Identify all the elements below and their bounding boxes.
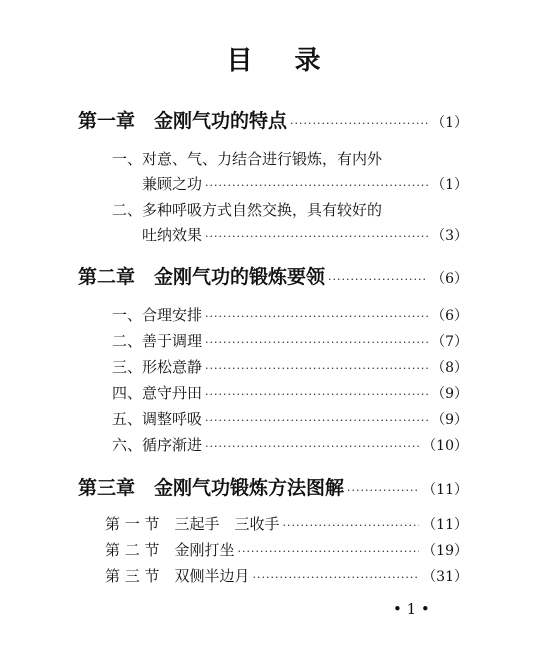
toc-section-label: 吐纳效果 xyxy=(142,226,203,244)
dot-leader xyxy=(290,117,428,130)
toc-page-number: （6） xyxy=(431,271,468,287)
title-char-1: 目 xyxy=(226,46,253,76)
toc-section-1-2[interactable] xyxy=(142,224,468,245)
toc-page-number: （1） xyxy=(431,177,468,193)
toc-section-label: 二、善于调理 xyxy=(112,332,203,350)
toc-page-number: （31） xyxy=(422,569,468,585)
dot-leader xyxy=(283,519,420,532)
toc-chapter-2[interactable] xyxy=(78,262,468,289)
toc-section-2-3[interactable] xyxy=(112,356,468,377)
toc-section-1-1[interactable] xyxy=(142,173,468,194)
toc-page-number: （11） xyxy=(422,482,468,498)
toc-page-number: （6） xyxy=(431,308,468,324)
toc-section-text: 二、多种呼吸方式自然交换，具有较好的 xyxy=(112,201,383,219)
dot-leader xyxy=(205,388,428,401)
toc-chapter-label: 第二章 金刚气功的锻炼要领 xyxy=(78,266,326,288)
toc-section-2-1[interactable] xyxy=(112,304,468,325)
toc-section-2-2[interactable] xyxy=(112,330,468,351)
toc-section-2-4[interactable] xyxy=(112,382,468,403)
dot-leader xyxy=(205,440,419,453)
dot-leader xyxy=(205,230,428,243)
dot-leader xyxy=(205,310,428,323)
title-char-2: 录 xyxy=(294,46,321,76)
toc-chapter-label: 第三章 金刚气功锻炼方法图解 xyxy=(78,477,345,499)
dot-leader xyxy=(205,414,428,427)
toc-section-label: 第 三 节 双侧半边月 xyxy=(105,567,250,585)
page-footer-number: • 1 • xyxy=(393,600,430,618)
dot-leader xyxy=(238,545,420,558)
toc-page-number: （10） xyxy=(422,438,468,454)
dot-leader xyxy=(205,336,428,349)
toc-section-label: 六、循序渐进 xyxy=(112,436,203,454)
toc-page-number: （7） xyxy=(431,334,468,350)
toc-section-label: 第 一 节 三起手 三收手 xyxy=(105,515,280,533)
toc-section-text: 一、对意、气、力结合进行锻炼，有内外 xyxy=(112,150,383,168)
dot-leader xyxy=(253,571,420,584)
toc-page-number: （9） xyxy=(431,412,468,428)
toc-page-number: （11） xyxy=(422,517,468,533)
toc-section-3-3[interactable] xyxy=(105,565,468,586)
dot-leader xyxy=(205,179,428,192)
toc-page-number: （8） xyxy=(431,360,468,376)
toc-section-3-1[interactable] xyxy=(105,513,468,534)
toc-chapter-label: 第一章 金刚气功的特点 xyxy=(78,110,288,132)
toc-section-label: 四、意守丹田 xyxy=(112,384,203,402)
toc-page-number: （1） xyxy=(431,115,468,131)
toc-page-number: （9） xyxy=(431,386,468,402)
toc-chapter-1[interactable] xyxy=(78,106,468,133)
toc-page-number: （3） xyxy=(431,228,468,244)
toc-section-3-2[interactable] xyxy=(105,539,468,560)
page-title xyxy=(0,40,547,77)
toc-section-label: 三、形松意静 xyxy=(112,358,203,376)
toc-section-label: 一、合理安排 xyxy=(112,306,203,324)
toc-section-2-5[interactable] xyxy=(112,408,468,429)
toc-section-2-6[interactable] xyxy=(112,434,468,455)
toc-section-label: 兼顾之功 xyxy=(142,175,203,193)
dot-leader xyxy=(347,484,419,497)
toc-section-label: 五、调整呼吸 xyxy=(112,410,203,428)
toc-section-label: 第 二 节 金刚打坐 xyxy=(105,541,235,559)
dot-leader xyxy=(328,273,428,286)
dot-leader xyxy=(205,362,428,375)
toc-page-number: （19） xyxy=(422,543,468,559)
toc-chapter-3[interactable] xyxy=(78,473,468,500)
